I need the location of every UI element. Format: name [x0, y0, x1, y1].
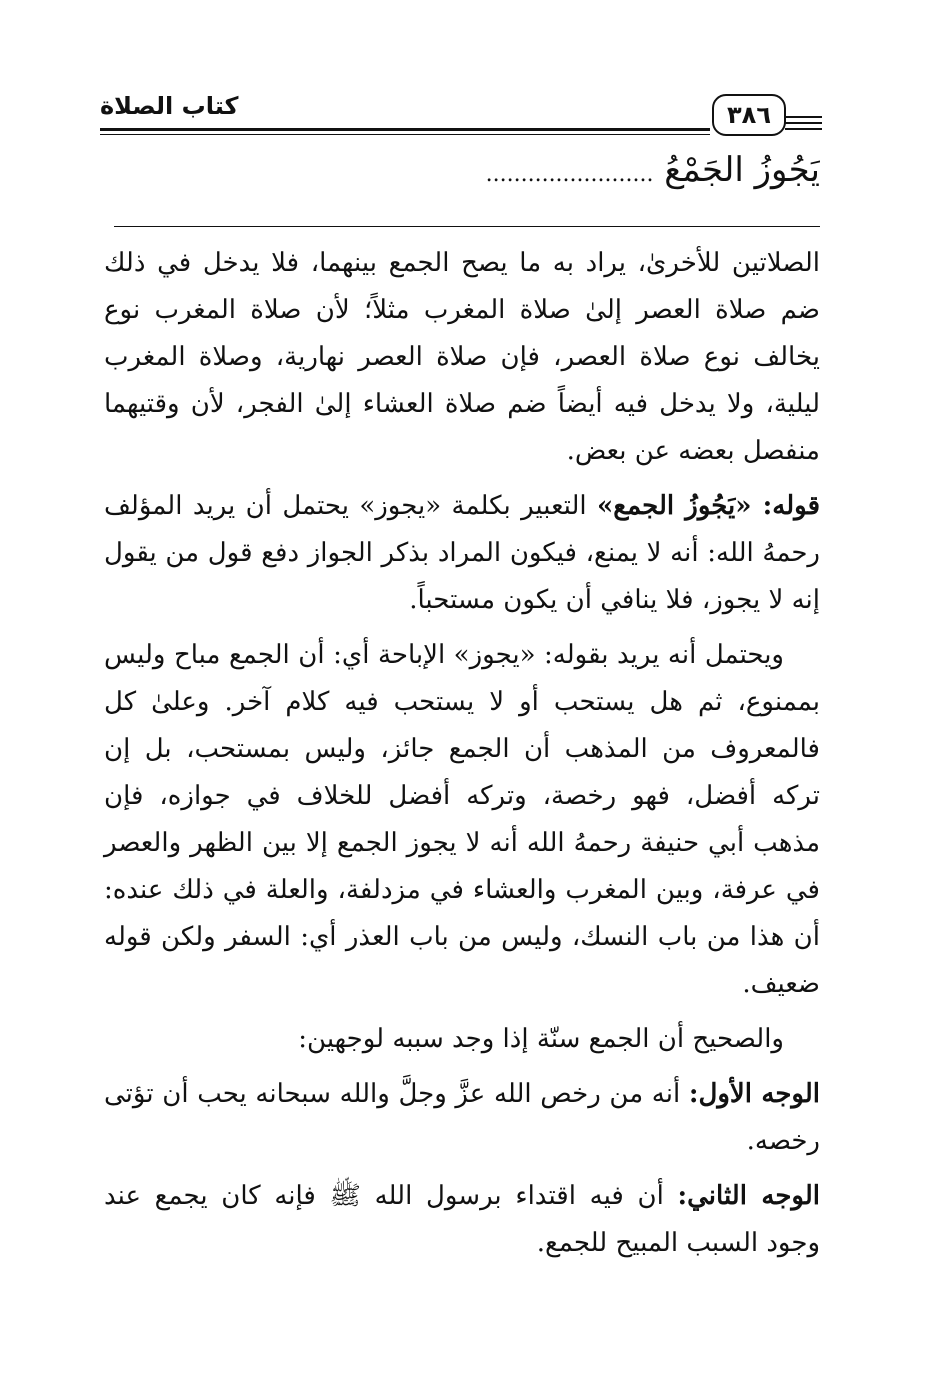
paragraph [104, 1071, 820, 1165]
header-rule [100, 128, 710, 131]
section-dots: ........................ [485, 162, 654, 187]
body-text [104, 240, 820, 1275]
section-title: يَجُوزُ الجَمْعُ [664, 150, 820, 190]
paragraph-text: أن فيه اقتداء برسول الله ﷺ فإنه كان يجمع عند وجود السبب المبيح للجمع. [104, 1181, 820, 1258]
paragraph [104, 240, 820, 475]
paragraph-text: الصلاتين للأخرىٰ، يراد به ما يصح الجمع بينهما، فلا يدخل في ذلك ضم صلاة العصر إلىٰ صلاة المغرب مثلاً؛ لأن صلاة المغرب نوع يخالف نوع صلاة العصر، فإن صلاة العصر نهارية، وصلاة المغرب ليلية، ولا يدخل فيه أيضاً ضم صلاة العشاء إلىٰ الفجر، لأن وقتيهما منفصل بعضه عن بعض. [104, 248, 820, 466]
paragraph-text: التعبير بكلمة «يجوز» يحتمل أن يريد المؤلف رحمهُ الله: أنه لا يمنع، فيكون المراد بذكر الجواز دفع قول من يقول إنه لا يجوز، فلا ينافي أن يكون مستحباً. [104, 491, 820, 615]
book-title: كتاب الصلاة [100, 92, 239, 120]
section-rule [114, 226, 820, 227]
section-heading [114, 150, 820, 210]
header-rule-thin [100, 134, 710, 135]
paragraph-lead: الوجه الأول: [688, 1079, 820, 1109]
page-number: ٣٨٦ [712, 94, 786, 136]
header-rule-right [785, 122, 822, 124]
paragraph-text: والصحيح أن الجمع سنّة إذا وجد سببه لوجهين: [298, 1024, 784, 1054]
paragraph-lead: الوجه الثاني: [677, 1181, 820, 1211]
paragraph-text: ويحتمل أنه يريد بقوله: «يجوز» الإباحة أي: أن الجمع مباح وليس بممنوع، ثم هل يستحب أو لا يستحب فيه كلام آخر. وعلىٰ كل فالمعروف من المذهب أن الجمع جائز، وليس بمستحب، بل إن تركه أفضل، فهو رخصة، وتركه أفضل للخلاف في جوازه، فإن مذهب أبي حنيفة رحمهُ الله أنه لا يجوز الجمع إلا بين الظهر والعصر في عرفة، وبين المغرب والعشاء في مزدلفة، والعلة في ذلك عنده: أن هذا من باب النسك، وليس من باب العذر أي: السفر ولكن قوله ضعيف. [104, 640, 820, 999]
running-header [100, 88, 822, 138]
paragraph [104, 483, 820, 624]
paragraph-text: أنه من رخص الله عزَّ وجلَّ والله سبحانه يحب أن تؤتى رخصه. [104, 1079, 820, 1156]
paragraph [104, 632, 820, 1008]
paragraph [104, 1173, 820, 1267]
paragraph-lead: قوله: «يَجُوزُ الجمع» [597, 491, 821, 521]
header-rule-right [785, 128, 822, 130]
paragraph [104, 1016, 820, 1063]
header-rule-right [785, 116, 822, 118]
